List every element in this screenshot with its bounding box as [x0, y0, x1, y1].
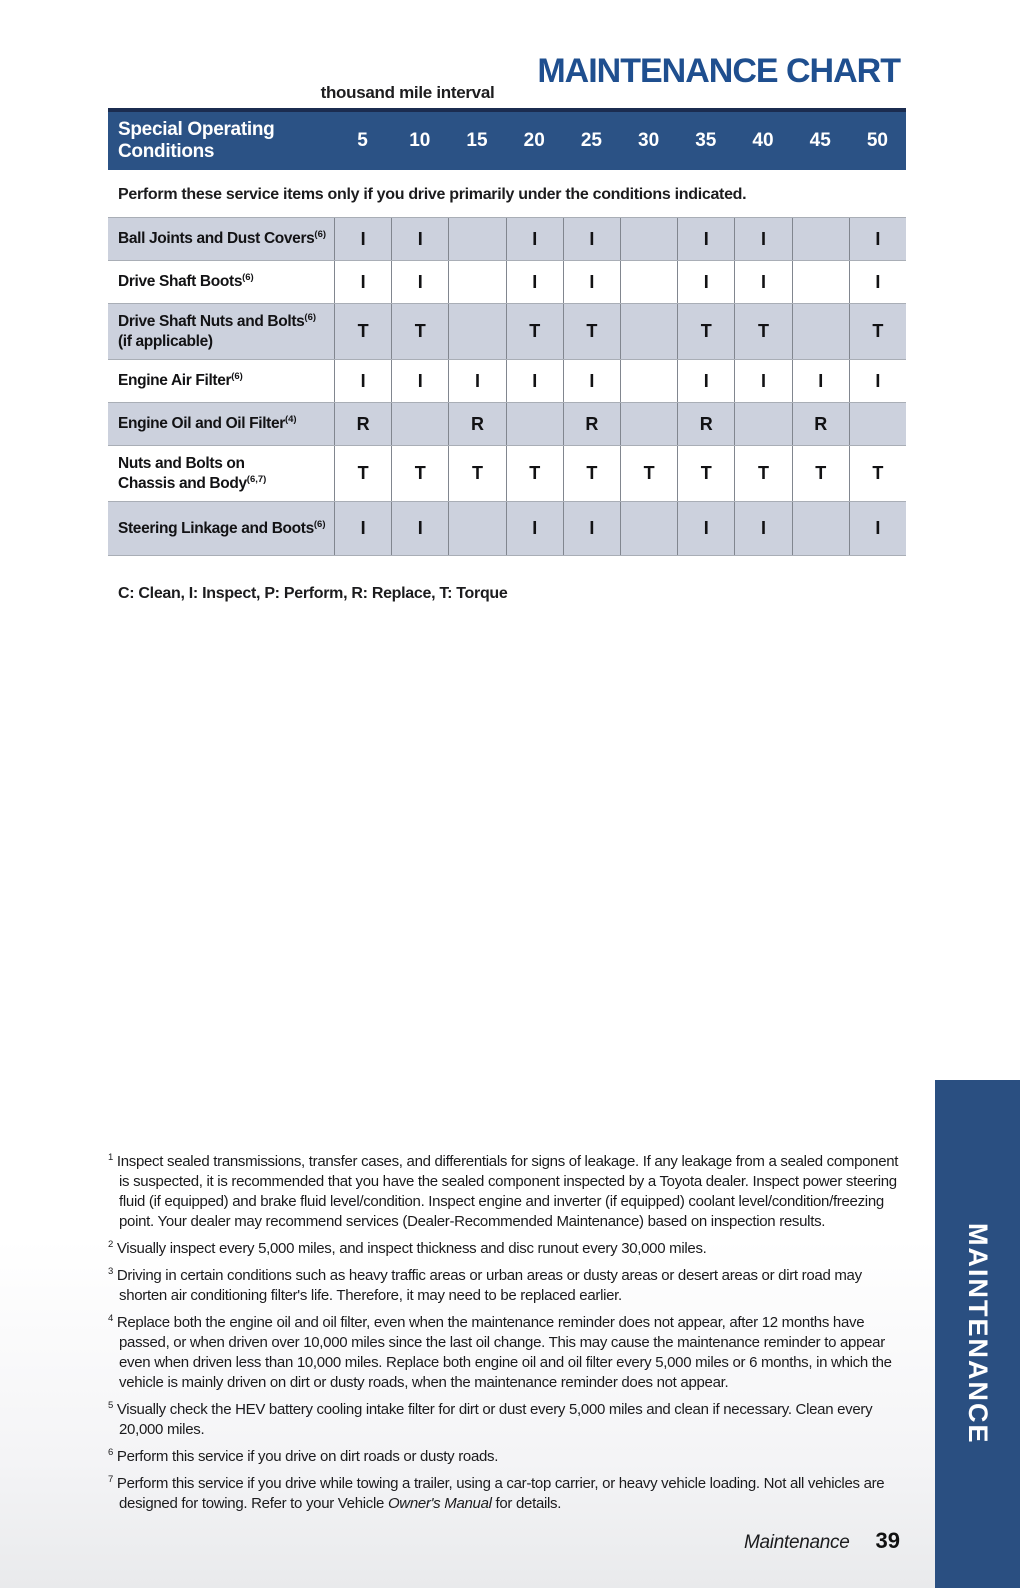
service-cell: I [506, 360, 563, 402]
table-row [108, 218, 906, 261]
service-cell: I [334, 218, 391, 260]
table-row [108, 304, 906, 360]
conditions-header-label: Special Operating Conditions [118, 119, 275, 162]
table-row [108, 446, 906, 502]
service-cell: I [563, 502, 620, 555]
service-cell [620, 502, 677, 555]
interval-column-header: 10 [409, 130, 431, 151]
service-cell: I [849, 261, 906, 303]
service-cell [620, 261, 677, 303]
service-cell: I [677, 218, 734, 260]
page-number: 39 [875, 1528, 900, 1553]
interval-column-header: 5 [357, 130, 368, 151]
service-cell: T [620, 446, 677, 501]
service-cell [849, 403, 906, 445]
service-cell [448, 304, 505, 359]
footer-section-label: Maintenance [744, 1532, 850, 1553]
footnote-3: $^3$ Driving in certain conditions such as heavy traffic areas or urban areas or dusty areas or desert areas or dirt road may shorten air conditioning filter's life. Therefore, it may need to be replaced earlier. [108, 1266, 862, 1304]
row-label: Nuts and Bolts on Chassis and Body$^{(6,7)}$ [118, 455, 267, 492]
service-cell [391, 403, 448, 445]
service-cell: T [448, 446, 505, 501]
service-cell: T [506, 446, 563, 501]
table-row [108, 261, 906, 304]
service-cell: I [792, 360, 849, 402]
service-cell: I [334, 261, 391, 303]
service-cell: I [334, 502, 391, 555]
service-cell: T [677, 304, 734, 359]
service-cell [792, 304, 849, 359]
service-cell: T [677, 446, 734, 501]
interval-column-header: 20 [523, 130, 545, 151]
interval-column-header: 50 [866, 130, 888, 151]
service-cell [792, 218, 849, 260]
service-cell: T [849, 304, 906, 359]
interval-column-header: 15 [466, 130, 488, 151]
interval-axis-label: thousand mile interval [320, 83, 495, 102]
service-cell: I [734, 261, 791, 303]
service-cell: I [677, 502, 734, 555]
row-label: Engine Oil and Oil Filter$^{(4)}$ [118, 414, 297, 433]
section-tab-maintenance [935, 1080, 1020, 1588]
service-cell: I [734, 218, 791, 260]
service-cell: T [391, 304, 448, 359]
conditions-note: Perform these service items only if you drive primarily under the conditions indicated. [118, 186, 747, 203]
interval-column-header: 40 [752, 130, 774, 151]
footnote-6: $^6$ Perform this service if you drive on dirt roads or dusty roads. [108, 1447, 499, 1465]
service-cell: T [391, 446, 448, 501]
service-cell [620, 360, 677, 402]
row-label: Engine Air Filter$^{(6)}$ [118, 371, 243, 390]
service-cell: I [677, 360, 734, 402]
service-cell [506, 403, 563, 445]
page-title: MAINTENANCE CHART [537, 52, 900, 90]
footnote-4: $^4$ Replace both the engine oil and oil filter, even when the maintenance reminder does not appear, after 12 months have passed, or when driven over 10,000 miles since the last oil change. This may cause the maintenance reminder to appear even when driven less than 10,000 miles. Replace both engine oil and oil filter every 5,000 miles or 6 months, in which the vehicle is mainly driven on dirt or dusty roads, when the maintenance reminder does not appear. [108, 1313, 892, 1391]
service-cell: R [563, 403, 620, 445]
service-cell: R [792, 403, 849, 445]
maintenance-table [108, 217, 906, 556]
footnote-2: $^2$ Visually inspect every 5,000 miles, and inspect thickness and disc runout every 30,000 miles. [108, 1239, 707, 1257]
service-cell [620, 403, 677, 445]
table-header-bar [108, 108, 906, 170]
row-label: Ball Joints and Dust Covers$^{(6)}$ [118, 229, 327, 248]
service-cell: T [334, 304, 391, 359]
interval-column-header: 30 [638, 130, 660, 151]
service-cell: T [563, 446, 620, 501]
row-label: Steering Linkage and Boots$^{(6)}$ [118, 518, 326, 537]
legend-key: C: Clean, I: Inspect, P: Perform, R: Replace, T: Torque [118, 585, 508, 602]
page-footer [744, 1528, 900, 1554]
service-cell [448, 218, 505, 260]
service-cell [448, 261, 505, 303]
footnote-7: $^7$ Perform this service if you drive while towing a trailer, using a car-top carrier, or heavy vehicle loading. Not all vehicles are designed for towing. Refer to your Vehicle Owner's Manual for details. [108, 1474, 885, 1512]
service-cell [620, 304, 677, 359]
service-cell: I [391, 218, 448, 260]
row-label: Drive Shaft Nuts and Bolts$^{(6)}$ (if applicable) [118, 311, 317, 350]
service-cell [734, 403, 791, 445]
service-cell: I [506, 261, 563, 303]
service-cell: I [448, 360, 505, 402]
service-cell: I [563, 360, 620, 402]
service-cell: I [563, 261, 620, 303]
service-cell [448, 502, 505, 555]
service-cell: T [792, 446, 849, 501]
service-cell: I [334, 360, 391, 402]
footnote-5: $^5$ Visually check the HEV battery cooling intake filter for dirt or dust every 5,000 miles and clean if necessary. Clean every 20,000 miles. [108, 1400, 873, 1438]
footnotes [108, 1152, 908, 1521]
service-cell: R [448, 403, 505, 445]
service-cell: I [391, 261, 448, 303]
footnote-1: $^1$ Inspect sealed transmissions, transfer cases, and differentials for signs of leakage. If any leakage from a sealed component is suspected, it is recommended that you have the sealed component inspected by a Toyota dealer. Inspect power steering fluid (if equipped) and brake fluid level/condition. Inspect engine and inverter (if equipped) coolant level/condition/freezing point. Your dealer may recommend services (Dealer-Recommended Maintenance) based on inspection results. [108, 1152, 899, 1230]
service-cell: T [506, 304, 563, 359]
service-cell: R [677, 403, 734, 445]
service-cell: R [334, 403, 391, 445]
service-cell: I [391, 502, 448, 555]
service-cell: T [734, 304, 791, 359]
service-cell: I [734, 360, 791, 402]
service-cell: T [734, 446, 791, 501]
service-cell: I [849, 360, 906, 402]
interval-column-header: 35 [695, 130, 717, 151]
service-cell: I [506, 502, 563, 555]
service-cell [792, 261, 849, 303]
service-cell [792, 502, 849, 555]
service-cell: I [506, 218, 563, 260]
service-cell: I [391, 360, 448, 402]
service-cell: T [334, 446, 391, 501]
service-cell: T [849, 446, 906, 501]
table-row [108, 360, 906, 403]
service-cell: I [677, 261, 734, 303]
section-tab-label: MAINTENANCE [963, 1223, 993, 1445]
interval-column-header: 25 [580, 130, 602, 151]
table-row [108, 403, 906, 446]
row-label: Drive Shaft Boots$^{(6)}$ [118, 272, 254, 291]
service-cell: I [734, 502, 791, 555]
table-row [108, 502, 906, 556]
service-cell: I [849, 218, 906, 260]
service-cell: T [563, 304, 620, 359]
service-cell: I [849, 502, 906, 555]
service-cell [620, 218, 677, 260]
interval-column-header: 45 [809, 130, 831, 151]
service-cell: I [563, 218, 620, 260]
